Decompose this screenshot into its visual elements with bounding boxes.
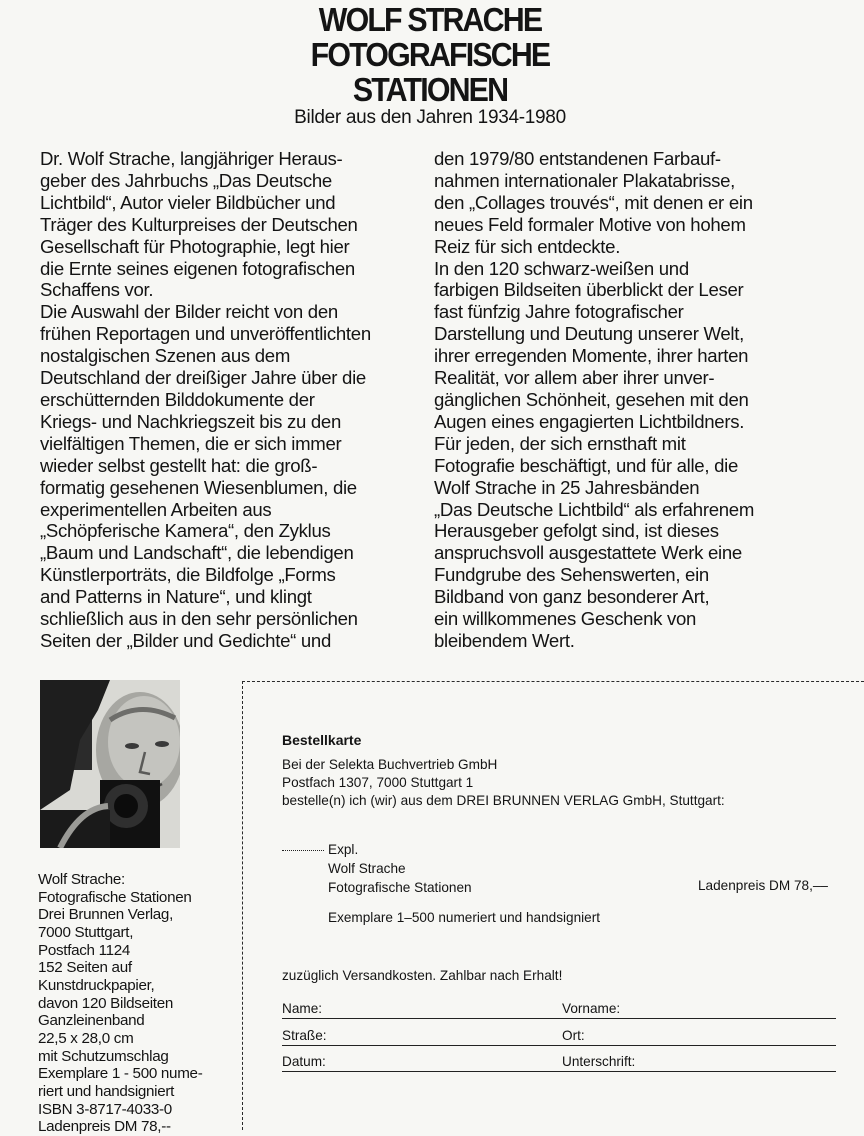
body-text-line: „Baum und Landschaft“, die lebendigen bbox=[40, 542, 354, 564]
book-detail-line: 152 Seiten auf bbox=[38, 959, 132, 977]
body-text-line: die Ernte seines eigenen fotografischen bbox=[40, 257, 355, 279]
order-address-line: Bei der Selekta Buchvertrieb GmbH bbox=[282, 757, 498, 772]
body-text-line: gänglichen Schönheit, gesehen mit den bbox=[434, 388, 749, 410]
book-detail-line: Ganzleinenband bbox=[38, 1012, 145, 1030]
body-text-line: formatig gesehenen Wiesenblumen, die bbox=[40, 476, 357, 498]
body-text-line: wieder selbst gestellt hat: die groß- bbox=[40, 454, 318, 476]
body-text-line: Darstellung und Deutung unserer Welt, bbox=[434, 323, 744, 345]
body-text-line: Reiz für sich entdeckte. bbox=[434, 235, 621, 257]
body-text-left-column bbox=[40, 148, 420, 652]
body-text-line: ein willkommenes Geschenk von bbox=[434, 608, 697, 630]
body-text-line: Schaffens vor. bbox=[40, 279, 154, 301]
strasse-label: Straße: bbox=[282, 1028, 327, 1043]
strasse-field[interactable] bbox=[282, 1027, 562, 1046]
body-text-line: geber des Jahrbuchs „Das Deutsche bbox=[40, 169, 332, 191]
book-detail-line: Ladenpreis DM 78,-- bbox=[38, 1118, 171, 1136]
body-text-line: farbigen Bildseiten überblickt der Leser bbox=[434, 279, 744, 301]
body-text-line: den „Collages trouvés“, mit denen er ein bbox=[434, 191, 753, 213]
book-detail-line: ISBN 3-8717-4033-0 bbox=[38, 1100, 172, 1118]
book-detail-line: Exemplare 1 - 500 nume- bbox=[38, 1065, 203, 1083]
body-text-line: erschütternden Bilddokumente der bbox=[40, 388, 315, 410]
book-detail-line: davon 120 Bildseiten bbox=[38, 994, 174, 1012]
order-address-line: Postfach 1307, 7000 Stuttgart 1 bbox=[282, 775, 474, 790]
order-address-line: bestelle(n) ich (wir) aus dem DREI BRUNNEN VERLAG GmbH, Stuttgart: bbox=[282, 793, 725, 808]
body-text-line: Kriegs- und Nachkriegszeit bis zu den bbox=[40, 410, 342, 432]
body-text-line: Augen eines engagierten Lichtbildners. bbox=[434, 410, 745, 432]
page-subtitle: Bilder aus den Jahren 1934-1980 bbox=[294, 107, 566, 128]
vorname-field[interactable] bbox=[562, 1000, 836, 1019]
body-text-line: Seiten der „Bilder und Gedichte“ und bbox=[40, 629, 332, 651]
body-text-line: frühen Reportagen und unveröffentlichten bbox=[40, 323, 371, 345]
book-detail-line: Fotografische Stationen bbox=[38, 888, 192, 906]
order-shipping-note: zuzüglich Versandkosten. Zahlbar nach Erhalt! bbox=[282, 968, 563, 983]
body-text-line: Herausgeber gefolgt sind, ist dieses bbox=[434, 520, 719, 542]
datum-field[interactable] bbox=[282, 1053, 562, 1072]
book-details bbox=[38, 871, 238, 1136]
body-text-line: Lichtbild“, Autor vieler Bildbücher und bbox=[40, 191, 336, 213]
order-edition-note: Exemplare 1–500 numeriert und handsigniert bbox=[328, 910, 601, 925]
book-detail-line: Wolf Strache: bbox=[38, 871, 125, 888]
body-text-line: Gesellschaft für Photographie, legt hier bbox=[40, 235, 350, 257]
title-line: WOLF STRACHE bbox=[318, 1, 542, 38]
name-label: Name: bbox=[282, 1001, 323, 1016]
author-portrait-image bbox=[40, 680, 180, 848]
body-text-line: vielfältigen Themen, die er sich immer bbox=[40, 432, 342, 454]
order-book-author: Wolf Strache bbox=[328, 861, 406, 876]
body-text-right-column bbox=[434, 148, 804, 652]
body-text-line: schließlich aus in den sehr persönlichen bbox=[40, 608, 358, 630]
unterschrift-label: Unterschrift: bbox=[562, 1054, 636, 1069]
body-text-line: Realität, vor allem aber ihrer unver- bbox=[434, 367, 715, 389]
body-text-line: Wolf Strache in 25 Jahresbänden bbox=[434, 476, 700, 498]
body-text-line: Dr. Wolf Strache, langjähriger Heraus- bbox=[40, 148, 343, 169]
body-text-line: In den 120 schwarz-weißen und bbox=[434, 257, 689, 279]
order-price: Ladenpreis DM 78,–– bbox=[698, 878, 828, 893]
body-text-line: Künstlerporträts, die Bildfolge „Forms bbox=[40, 564, 336, 586]
body-text-line: nahmen internationaler Plakatabrisse, bbox=[434, 169, 736, 191]
body-text-line: ihrer erregenden Momente, ihrer harten bbox=[434, 345, 749, 367]
vorname-label: Vorname: bbox=[562, 1001, 621, 1016]
title-line: FOTOGRAFISCHE bbox=[310, 36, 550, 73]
book-detail-line: Kunstdruckpapier, bbox=[38, 976, 155, 994]
book-detail-line: riert und handsigniert bbox=[38, 1082, 175, 1100]
body-text-line: Deutschland der dreißiger Jahre über die bbox=[40, 367, 366, 389]
body-text-line: bleibendem Wert. bbox=[434, 629, 575, 651]
ort-field[interactable] bbox=[562, 1027, 836, 1046]
quantity-blank[interactable] bbox=[282, 850, 324, 851]
book-detail-line: 22,5 x 28,0 cm bbox=[38, 1029, 134, 1047]
quantity-label: Expl. bbox=[328, 842, 359, 857]
book-detail-line: mit Schutzumschlag bbox=[38, 1047, 169, 1065]
unterschrift-field[interactable] bbox=[562, 1053, 836, 1072]
body-text-line: experimentellen Arbeiten aus bbox=[40, 498, 272, 520]
body-text-line: „Das Deutsche Lichtbild“ als erfahrenem bbox=[434, 498, 755, 520]
body-text-line: „Schöpferische Kamera“, den Zyklus bbox=[40, 520, 331, 542]
cut-line-vertical bbox=[242, 681, 243, 1130]
body-text-line: Die Auswahl der Bilder reicht von den bbox=[40, 301, 338, 323]
body-text-line: Fotografie beschäftigt, und für alle, die bbox=[434, 454, 738, 476]
body-text-line: Bildband von ganz besonderer Art, bbox=[434, 586, 710, 608]
body-text-line: nostalgischen Szenen aus dem bbox=[40, 345, 291, 367]
body-text-line: den 1979/80 entstandenen Farbauf- bbox=[434, 148, 721, 169]
author-photo bbox=[40, 680, 180, 848]
body-text-line: Für jeden, der sich ernsthaft mit bbox=[434, 432, 686, 454]
name-field[interactable] bbox=[282, 1000, 562, 1019]
page-title bbox=[246, 2, 614, 107]
title-line: STATIONEN bbox=[352, 71, 508, 108]
order-card-title: Bestellkarte bbox=[282, 732, 362, 748]
book-detail-line: Postfach 1124 bbox=[38, 941, 131, 959]
datum-label: Datum: bbox=[282, 1054, 326, 1069]
order-book-title: Fotografische Stationen bbox=[328, 880, 472, 895]
book-detail-line: Drei Brunnen Verlag, bbox=[38, 906, 173, 924]
order-card-header bbox=[282, 732, 852, 810]
body-text-line: anspruchsvoll ausgestattete Werk eine bbox=[434, 542, 742, 564]
body-text-line: and Patterns in Nature“, und klingt bbox=[40, 586, 312, 608]
body-text-line: neues Feld formaler Motive von hohem bbox=[434, 213, 746, 235]
body-text-line: Träger des Kulturpreises der Deutschen bbox=[40, 213, 358, 235]
book-detail-line: 7000 Stuttgart, bbox=[38, 923, 134, 941]
cut-line-horizontal bbox=[242, 681, 864, 682]
body-text-line: fast fünfzig Jahre fotografischer bbox=[434, 301, 684, 323]
ort-label: Ort: bbox=[562, 1028, 585, 1043]
body-text-line: Fundgrube des Sehenswerten, ein bbox=[434, 564, 709, 586]
